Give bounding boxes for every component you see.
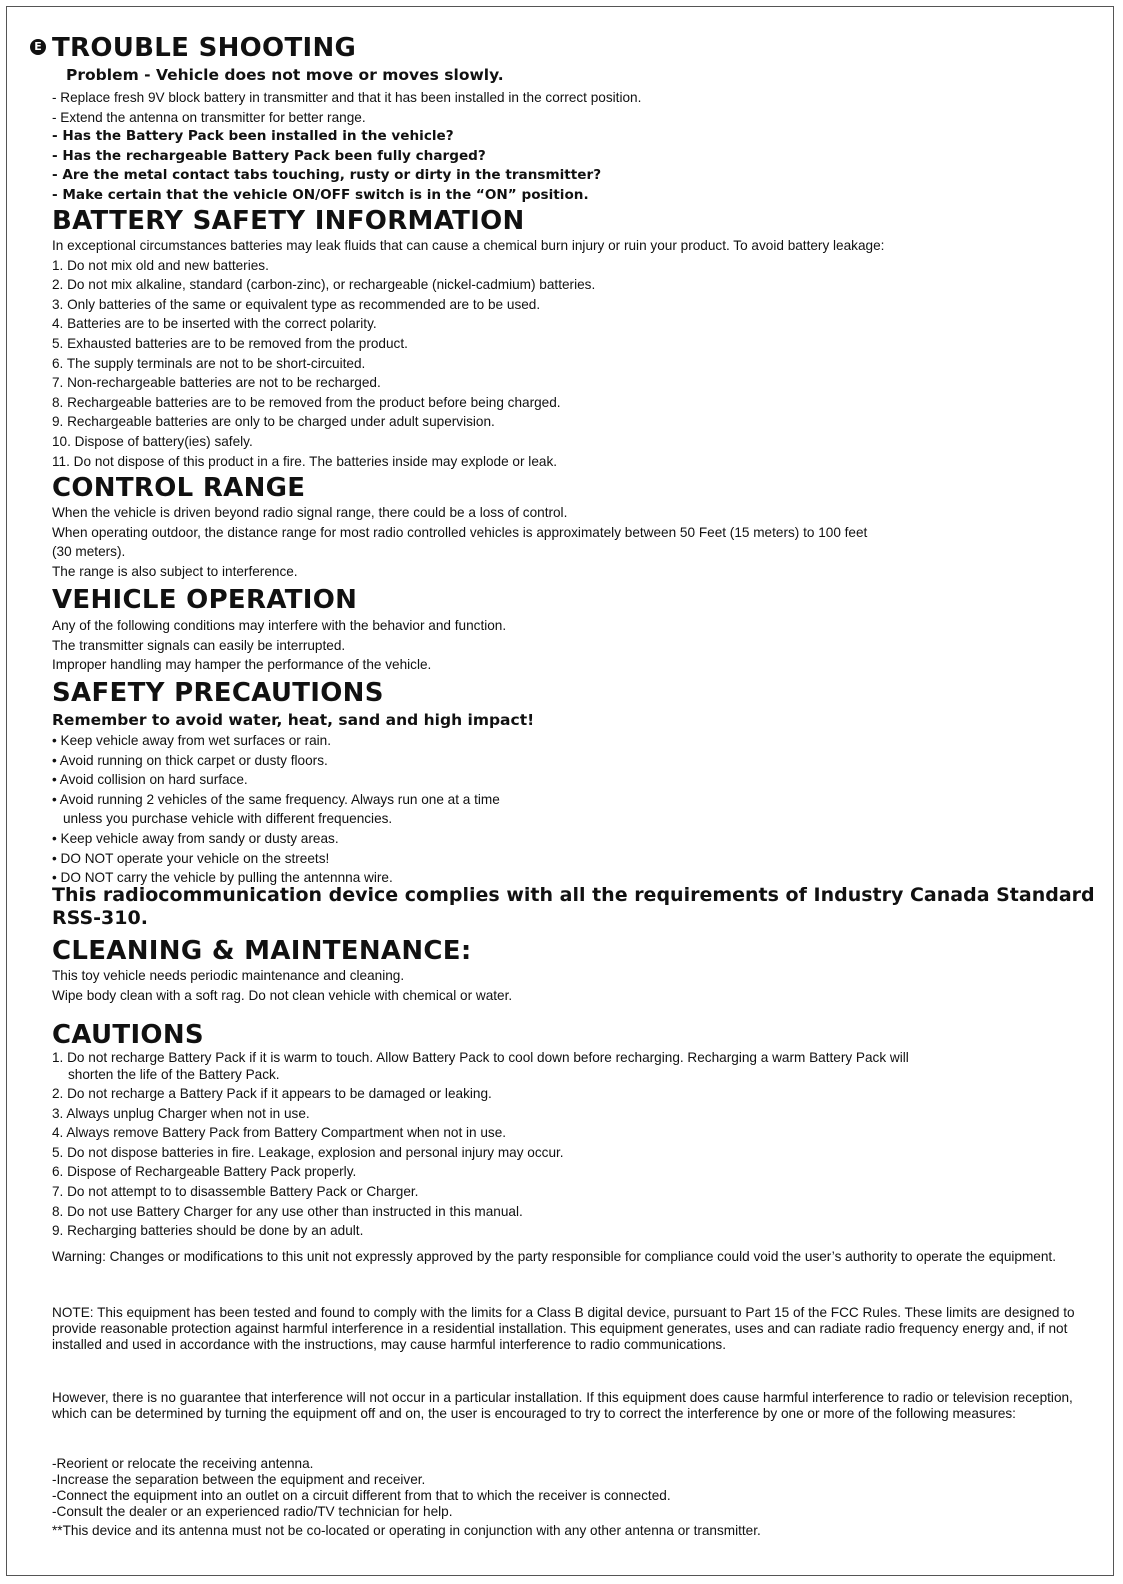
range-line: (30 meters). — [52, 544, 126, 560]
trouble-shooting-title: TROUBLE SHOOTING — [52, 33, 357, 63]
caution-item: 2. Do not recharge a Battery Pack if it appears to be damaged or leaking. — [52, 1086, 492, 1101]
warning-paragraph: Warning: Changes or modifications to this unit not expressly approved by the party responsible for compliance could void the user’s authority to operate the equipment. — [52, 1249, 1056, 1264]
safety-item: • Avoid running 2 vehicles of the same frequency. Always run one at a time — [52, 791, 500, 807]
trouble-bold-line: - Are the metal contact tabs touching, rusty or dirty in the transmitter? — [52, 167, 602, 184]
battery-item: 1. Do not mix old and new batteries. — [52, 257, 269, 273]
trouble-subtitle: Problem - Vehicle does not move or moves slowly. — [66, 66, 504, 84]
range-line: When operating outdoor, the distance range for most radio controlled vehicles is approximately between 50 Feet (15 meters) to 100 feet — [52, 524, 868, 540]
battery-item: 5. Exhausted batteries are to be removed from the product. — [52, 335, 408, 351]
cleaning-text — [52, 966, 512, 1005]
safety-list — [52, 731, 500, 888]
safety-item: • Avoid collision on hard surface. — [52, 772, 248, 788]
trouble-bold-line: - Has the rechargeable Battery Pack been fully charged? — [52, 147, 486, 164]
caution-item: 3. Always unplug Charger when not in use. — [52, 1105, 310, 1121]
control-range-title: CONTROL RANGE — [52, 473, 306, 503]
battery-item: 10. Dispose of battery(ies) safely. — [52, 433, 253, 449]
operation-line: Improper handling may hamper the performance of the vehicle. — [52, 657, 432, 673]
battery-intro: In exceptional circumstances batteries may leak fluids that can cause a chemical burn injury or ruin your product. To avoid battery leakage: — [52, 238, 885, 253]
battery-item: 2. Do not mix alkaline, standard (carbon-zinc), or rechargeable (nickel-cadmium) batteries. — [52, 277, 596, 293]
cleaning-line: This toy vehicle needs periodic maintenance and cleaning. — [52, 968, 405, 983]
measure-item: -Connect the equipment into an outlet on a circuit different from that to which the receiver is connected. — [52, 1488, 671, 1503]
trouble-line: - Replace fresh 9V block battery in transmitter and that it has been installed in the correct position. — [52, 90, 642, 105]
safety-item: • Keep vehicle away from sandy or dusty areas. — [52, 830, 339, 846]
caution-item-continued: shorten the life of the Battery Pack. — [68, 1067, 280, 1082]
battery-item: 11. Do not dispose of this product in a fire. The batteries inside may explode or leak. — [52, 453, 558, 469]
cautions-title: CAUTIONS — [52, 1020, 204, 1050]
safety-precautions-title: SAFETY PRECAUTIONS — [52, 678, 384, 708]
trouble-line: - Extend the antenna on transmitter for better range. — [52, 109, 366, 125]
caution-item: 1. Do not recharge Battery Pack if it is warm to touch. Allow Battery Pack to cool down before recharging. Recharging a warm Battery Pack will — [52, 1050, 909, 1065]
battery-item: 3. Only batteries of the same or equivalent type as recommended are to be used. — [52, 296, 541, 312]
footer-note: **This device and its antenna must not be co-located or operating in conjunction with any other antenna or transmitter. — [52, 1523, 761, 1538]
interference-paragraph: However, there is no guarantee that interference will not occur in a particular installation. If this equipment does cause harmful interference to radio or television reception, which can be determined by turning the equipment off and on, the user is encouraged to try to correct the interference by one or more of the following measures: — [52, 1390, 1073, 1421]
cautions-list — [52, 1050, 909, 1241]
range-line: The range is also subject to interference. — [52, 563, 298, 579]
caution-item: 4. Always remove Battery Pack from Battery Compartment when not in use. — [52, 1125, 507, 1141]
vehicle-operation-title: VEHICLE OPERATION — [52, 585, 358, 615]
battery-item: 6. The supply terminals are not to be short-circuited. — [52, 355, 366, 371]
trouble-bold-line: - Make certain that the vehicle ON/OFF switch is in the “ON” position. — [52, 186, 589, 203]
fcc-note-paragraph: NOTE: This equipment has been tested and found to comply with the limits for a Class B digital device, pursuant to Part 15 of the FCC Rules. These limits are designed to provide reasonable protection against harmful interference in a residential installation. This equipment generates, uses and can radiate radio frequency energy and, if not installed and used in accordance with the instructions, may cause harmful interference to radio communications. — [52, 1305, 1075, 1352]
cleaning-maintenance-title: CLEANING & MAINTENANCE: — [52, 936, 472, 966]
safety-item: • DO NOT carry the vehicle by pulling the antennna wire. — [52, 870, 393, 886]
caution-item: 8. Do not use Battery Charger for any use other than instructed in this manual. — [52, 1203, 523, 1219]
measure-item: -Consult the dealer or an experienced radio/TV technician for help. — [52, 1504, 453, 1519]
safety-item-continued: unless you purchase vehicle with different frequencies. — [63, 811, 393, 827]
battery-item: 4. Batteries are to be inserted with the correct polarity. — [52, 316, 377, 332]
safety-item: • Avoid running on thick carpet or dusty floors. — [52, 752, 328, 768]
measures-list — [52, 1456, 671, 1520]
operation-line: Any of the following conditions may interfere with the behavior and function. — [52, 618, 507, 633]
safety-item: • DO NOT operate your vehicle on the streets! — [52, 850, 330, 866]
range-line: When the vehicle is driven beyond radio signal range, there could be a loss of control. — [52, 505, 568, 520]
range-text — [52, 503, 867, 581]
caution-item: 9. Recharging batteries should be done by an adult. — [52, 1223, 364, 1239]
battery-item: 9. Rechargeable batteries are only to be charged under adult supervision. — [52, 414, 495, 430]
safety-subtitle: Remember to avoid water, heat, sand and high impact! — [52, 711, 535, 729]
measure-item: -Increase the separation between the equipment and receiver. — [52, 1472, 426, 1487]
compliance-statement: This radiocommunication device complies with all the requirements of Industry Canada Standard RSS-310. — [52, 884, 1095, 929]
caution-item: 5. Do not dispose batteries in fire. Leakage, explosion and personal injury may occur. — [52, 1144, 564, 1160]
section-badge: E — [30, 39, 46, 55]
battery-safety-title: BATTERY SAFETY INFORMATION — [52, 206, 525, 236]
battery-list — [52, 236, 884, 471]
operation-text — [52, 616, 506, 675]
operation-line: The transmitter signals can easily be interrupted. — [52, 637, 346, 653]
battery-item: 7. Non-rechargeable batteries are not to be recharged. — [52, 375, 381, 391]
caution-item: 6. Dispose of Rechargeable Battery Pack properly. — [52, 1164, 357, 1180]
safety-item: • Keep vehicle away from wet surfaces or rain. — [52, 733, 332, 748]
measure-item: -Reorient or relocate the receiving antenna. — [52, 1456, 314, 1471]
caution-item: 7. Do not attempt to to disassemble Battery Pack or Charger. — [52, 1183, 419, 1199]
trouble-list — [52, 88, 641, 206]
cleaning-line: Wipe body clean with a soft rag. Do not clean vehicle with chemical or water. — [52, 987, 513, 1003]
trouble-bold-line: - Has the Battery Pack been installed in the vehicle? — [52, 128, 454, 145]
battery-item: 8. Rechargeable batteries are to be removed from the product before being charged. — [52, 394, 561, 410]
